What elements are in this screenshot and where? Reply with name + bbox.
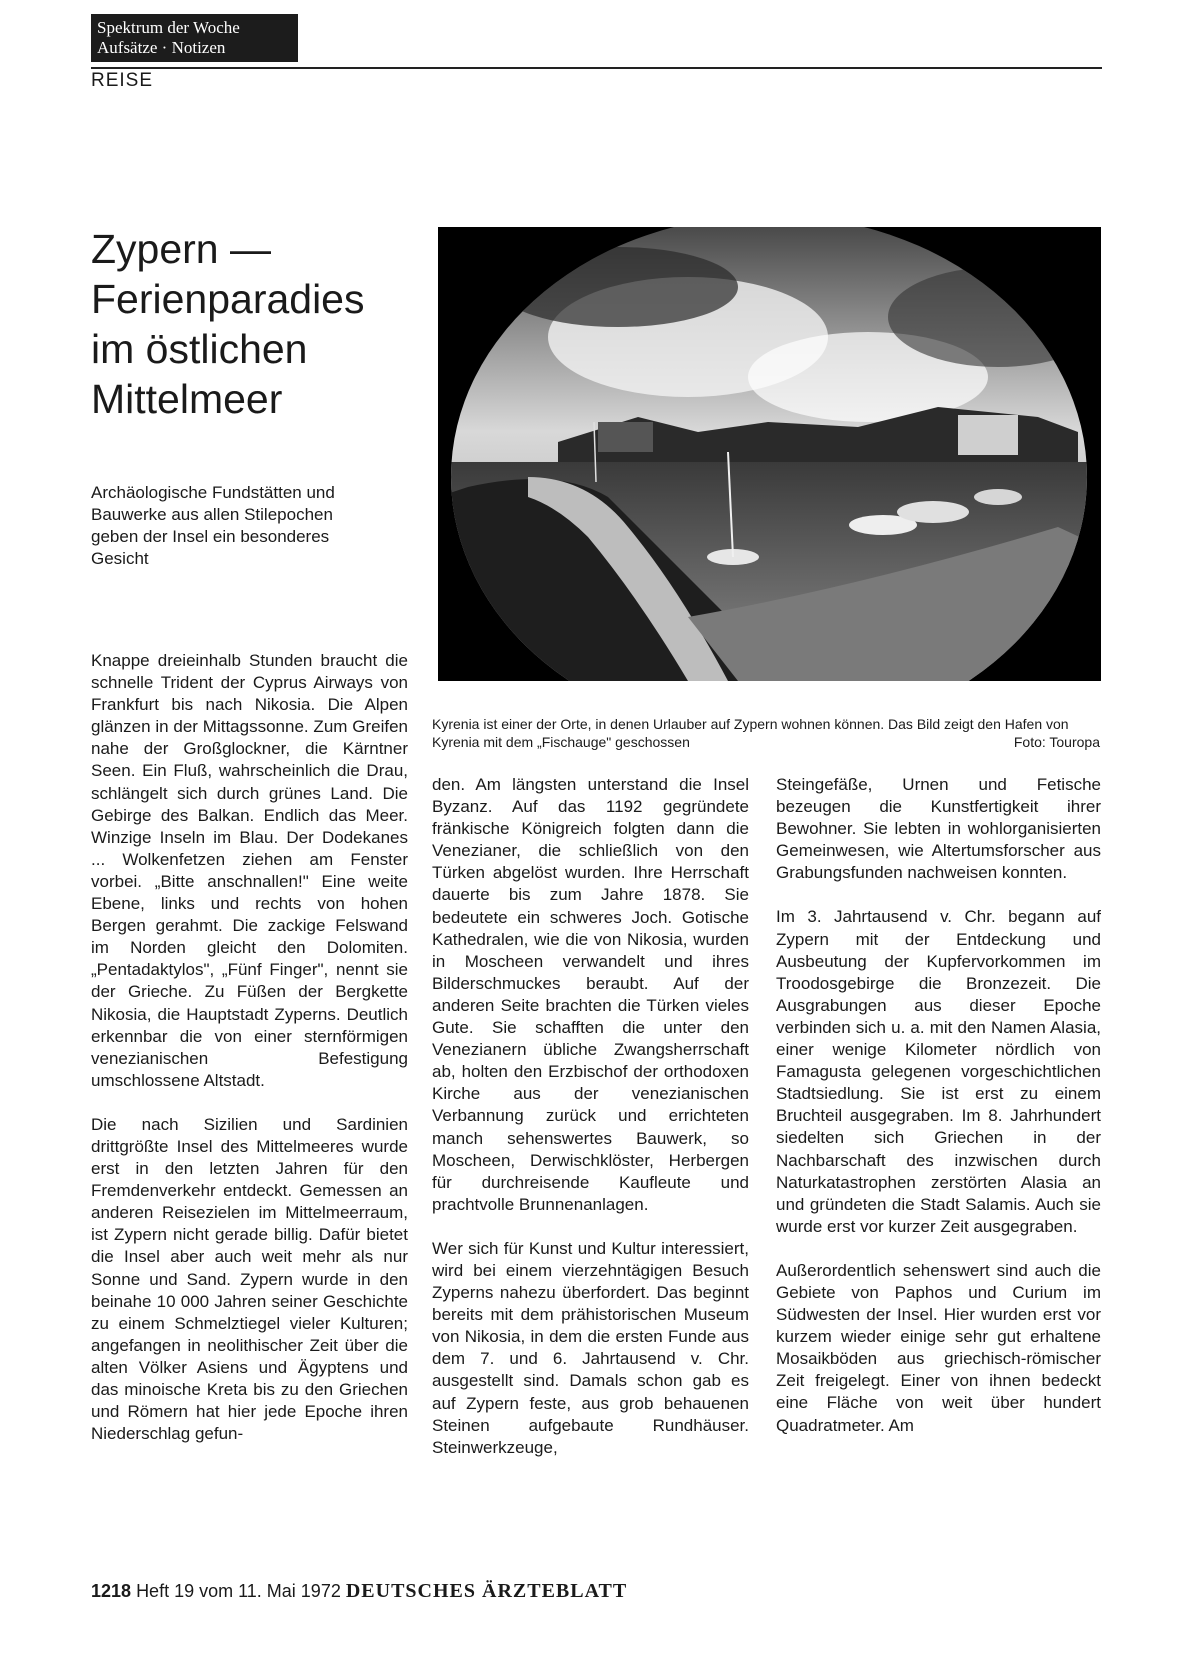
text-column-3 [776, 774, 1101, 1459]
paragraph: Im 3. Jahrtausend v. Chr. begann auf Zypern mit der Entdeckung und Ausbeutung der Kupfervorkommen im Troodosgebirge die Bronzezeit. Die Ausgrabungen aus dieser Epoche verbinden sich u. a. mit den Namen Alasia, einer wenige Kilometer nördlich von Famagusta gelegenen vorgeschichtlichen Stadtsiedlung. Sie ist erst zu einem Bruchteil ausgegraben. Im 8. Jahrhundert siedelten sich Griechen in der Nachbarschaft des inzwischen durch Naturkatastrophen zerstörten Alasia an und gründeten die Stadt Salamis. Auch sie wurde erst vor kurzer Zeit ausgegraben. [776, 907, 1101, 1236]
text-column-1 [91, 650, 408, 1467]
section-box [91, 14, 298, 62]
paragraph: Die nach Sizilien und Sardinien drittgrößte Insel des Mittelmeeres wurde erst in den letzten Jahren für den Fremdenverkehr entdeckt. Gemessen an anderen Reisezielen im Mittelmeerraum, ist Zypern nicht gerade billig. Dafür bietet die Insel aber auch weit mehr als nur Sonne und Sand. Zypern wurde in den beinahe 10 000 Jahren seiner Geschichte zu einem Schmelztiegel vieler Kulturen; angefangen in neolithischer Zeit über die alten Völker Asiens und Ägyptens und das minoische Kreta bis zu den Griechen und Römern hat hier jede Epoche ihren Niederschlag gefun- [91, 1114, 408, 1444]
journal-name: DEUTSCHES ÄRZTEBLATT [345, 1580, 628, 1602]
paragraph: den. Am längsten unterstand die Insel Byzanz. Auf das 1192 gegründete fränkische Königreich folgten dann die Venezianer, die schließlich von den Türken abgelöst wurden. Ihre Herrschaft dauerte bis zum Jahre 1878. Sie bedeutete ein schweres Joch. Gotische Kathedralen, wie die von Nikosia, wurden in Moscheen verwandelt und ihres Bilderschmuckes beraubt. Auf der anderen Seite brachten die Türken vieles Gute. Sie schafften die unter den Venezianern übliche Zwangsherrschaft ab, holten den Erzbischof der orthodoxen Kirche aus der venezianischen Verbannung zurück und errichteten manch sehenswertes Bauwerk, so Moscheen, Derwischklöster, Herbergen für durchreisende Kaufleute und prachtvolle Brunnenanlagen. [432, 775, 749, 1214]
section-line-1: Spektrum der Woche [97, 18, 240, 37]
paragraph: Außerordentlich sehenswert sind auch die Gebiete von Paphos und Curium im Südwesten der Insel. Hier wurden erst vor kurzem wieder einige sehr gut erhaltene Mosaikböden aus griechisch-römischer Zeit freigelegt. Einer von ihnen bedeckt eine Fläche von weit über hundert Quadratmeter. Am [776, 1260, 1101, 1435]
paragraph: Wer sich für Kunst und Kultur interessiert, wird bei einem vierzehntägigen Besuch Zyperns nahezu überfordert. Das beginnt bereits mit dem prähistorischen Museum von Nikosia, in dem die ersten Funde aus dem 7. und 6. Jahrtausend v. Chr. ausgestellt sind. Damals schon gab es auf Zypern feste, aus grob behauenen Steinen aufgebaute Rundhäuser. Steinwerkzeuge, [432, 1238, 749, 1457]
title-line-2: Ferienparadies [91, 276, 365, 322]
article-subtitle: Archäologische Fundstätten und Bauwerke aus allen Stilepochen geben der Insel ein besonderes Gesicht [91, 483, 335, 568]
title-line-3: im östlichen [91, 326, 308, 372]
issue-info: Heft 19 vom 11. Mai 1972 [136, 1581, 341, 1601]
photo-credit: Foto: Touropa [1013, 734, 1100, 750]
harbor-photo [438, 227, 1101, 681]
section-line-2: Aufsätze · Notizen [97, 38, 226, 57]
page-footer [91, 1580, 627, 1603]
fisheye-harbor-image [438, 227, 1101, 681]
text-column-2 [432, 774, 749, 1481]
caption-text: Kyrenia ist einer der Orte, in denen Urlauber auf Zypern wohnen können. Das Bild zeigt den Hafen von Kyrenia mit dem „Fischauge" geschossen [432, 716, 1069, 750]
paragraph: Steingefäße, Urnen und Fetische bezeugen die Kunstfertigkeit ihrer Bewohner. Sie lebten in wohlorganisierten Gemeinwesen, wie Altertumsforscher aus Grabungsfunden nachweisen konnten. [776, 775, 1101, 883]
title-line-1: Zypern — [91, 226, 271, 272]
article-title [91, 224, 431, 424]
title-line-4: Mittelmeer [91, 376, 283, 422]
page-number: 1218 [91, 1581, 132, 1601]
header-rule [91, 67, 1102, 69]
photo-caption [432, 715, 1100, 751]
paragraph: Knappe dreieinhalb Stunden braucht die schnelle Trident der Cyprus Airways von Frankfurt bis nach Nikosia. Die Alpen glänzen in der Mittagssonne. Zum Greifen nahe der Großglockner, die Kärntner Seen. Ein Fluß, wahrscheinlich die Drau, schlängelt sich durch grünes Land. Die Gebirge des Balkan. Endlich das Meer. Winzige Inseln im Blau. Der Dodekanes ... Wolkenfetzen ziehen am Fenster vorbei. „Bitte anschnallen!" Eine weite Ebene, links und rechts von hohen Bergen gerahmt. Die zackige Felswand im Norden gleicht den Dolomiten. „Pentadaktylos", „Fünf Finger", nennt sie der Grieche. Zu Füßen der Bergkette Nikosia, die Hauptstadt Zyperns. Deutlich erkennbar die von einer sternförmigen venezianischen Befestigung umschlossene Altstadt. [91, 651, 408, 1090]
section-name: REISE [91, 70, 154, 91]
